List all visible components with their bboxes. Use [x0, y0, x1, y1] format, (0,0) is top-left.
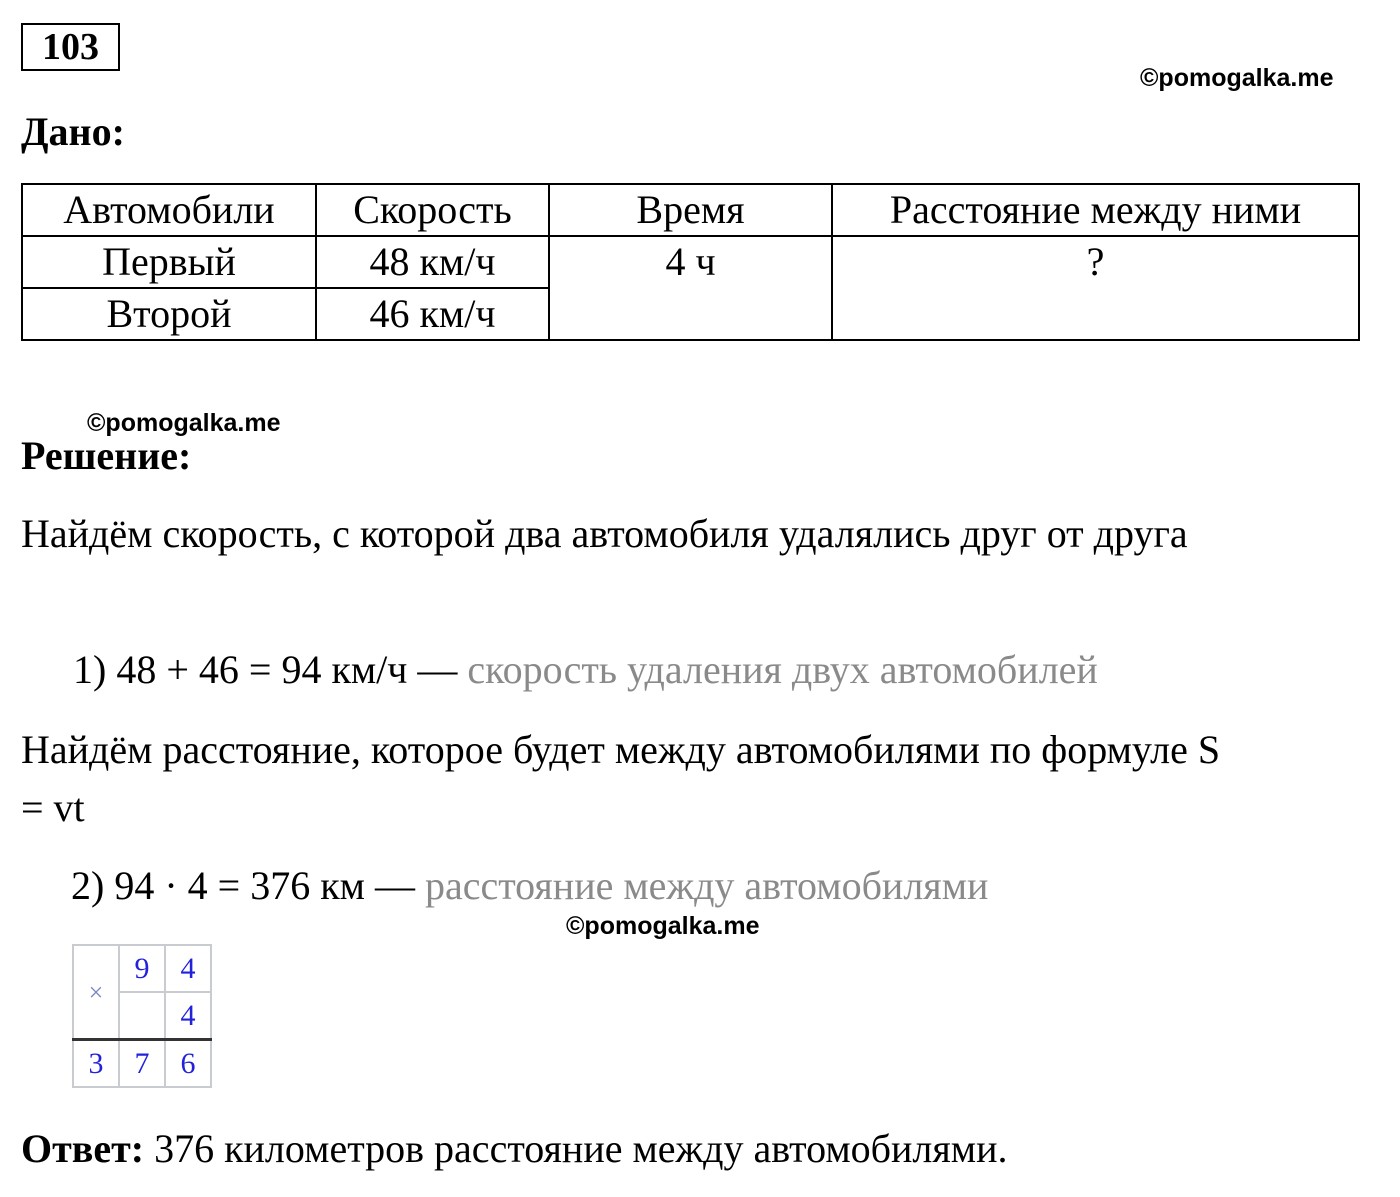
given-table — [21, 183, 1360, 341]
header-cars: Автомобили — [22, 184, 316, 236]
car-first: Первый — [22, 236, 316, 288]
problem-number: 103 — [21, 23, 120, 71]
multiplication-result-row — [73, 1040, 211, 1088]
given-table-header-row — [22, 184, 1359, 236]
digit-cell: 4 — [165, 992, 211, 1040]
distance-cell: ? — [832, 236, 1359, 340]
watermark-middle: ©pomogalka.me — [87, 409, 281, 437]
digit-cell: 3 — [73, 1040, 119, 1088]
answer — [21, 1124, 1008, 1174]
car-second: Второй — [22, 288, 316, 340]
digit-cell: 9 — [119, 945, 165, 992]
intro-paragraph-2: Найдём расстояние, которое будет между автомобилями по формуле S = vt — [21, 727, 1221, 830]
solution-heading: Решение: — [21, 433, 192, 478]
column-multiplication — [72, 944, 212, 1088]
step-1 — [73, 645, 1098, 695]
answer-text: 376 километров расстояние между автомобилями. — [154, 1126, 1008, 1171]
time-cell: 4 ч — [549, 236, 832, 340]
intro-paragraph-1: Найдём скорость, с которой два автомобиля удалялись друг от друга — [21, 511, 1188, 556]
speed-first: 48 км/ч — [316, 236, 549, 288]
header-speed: Скорость — [316, 184, 549, 236]
step-2 — [71, 861, 988, 911]
step-1-calculation: 1) 48 + 46 = 94 км/ч — — [73, 647, 458, 692]
multiplication-row-1 — [73, 945, 211, 992]
digit-cell: 6 — [165, 1040, 211, 1088]
step-2-calculation: 2) 94 · 4 = 376 км — — [71, 863, 415, 908]
step-2-note: расстояние между автомобилями — [424, 863, 989, 908]
step-1-note: скорость удаления двух автомобилей — [467, 647, 1098, 692]
digit-cell: 4 — [165, 945, 211, 992]
speed-second: 46 км/ч — [316, 288, 549, 340]
watermark-top: ©pomogalka.me — [1140, 64, 1334, 92]
watermark-bottom: ©pomogalka.me — [566, 912, 760, 940]
digit-cell — [119, 992, 165, 1040]
answer-label: Ответ: — [21, 1126, 145, 1171]
header-distance: Расстояние между ними — [832, 184, 1359, 236]
table-row — [22, 236, 1359, 288]
multiply-sign: × — [73, 945, 119, 1040]
digit-cell: 7 — [119, 1040, 165, 1088]
header-time: Время — [549, 184, 832, 236]
given-heading: Дано: — [21, 109, 125, 154]
